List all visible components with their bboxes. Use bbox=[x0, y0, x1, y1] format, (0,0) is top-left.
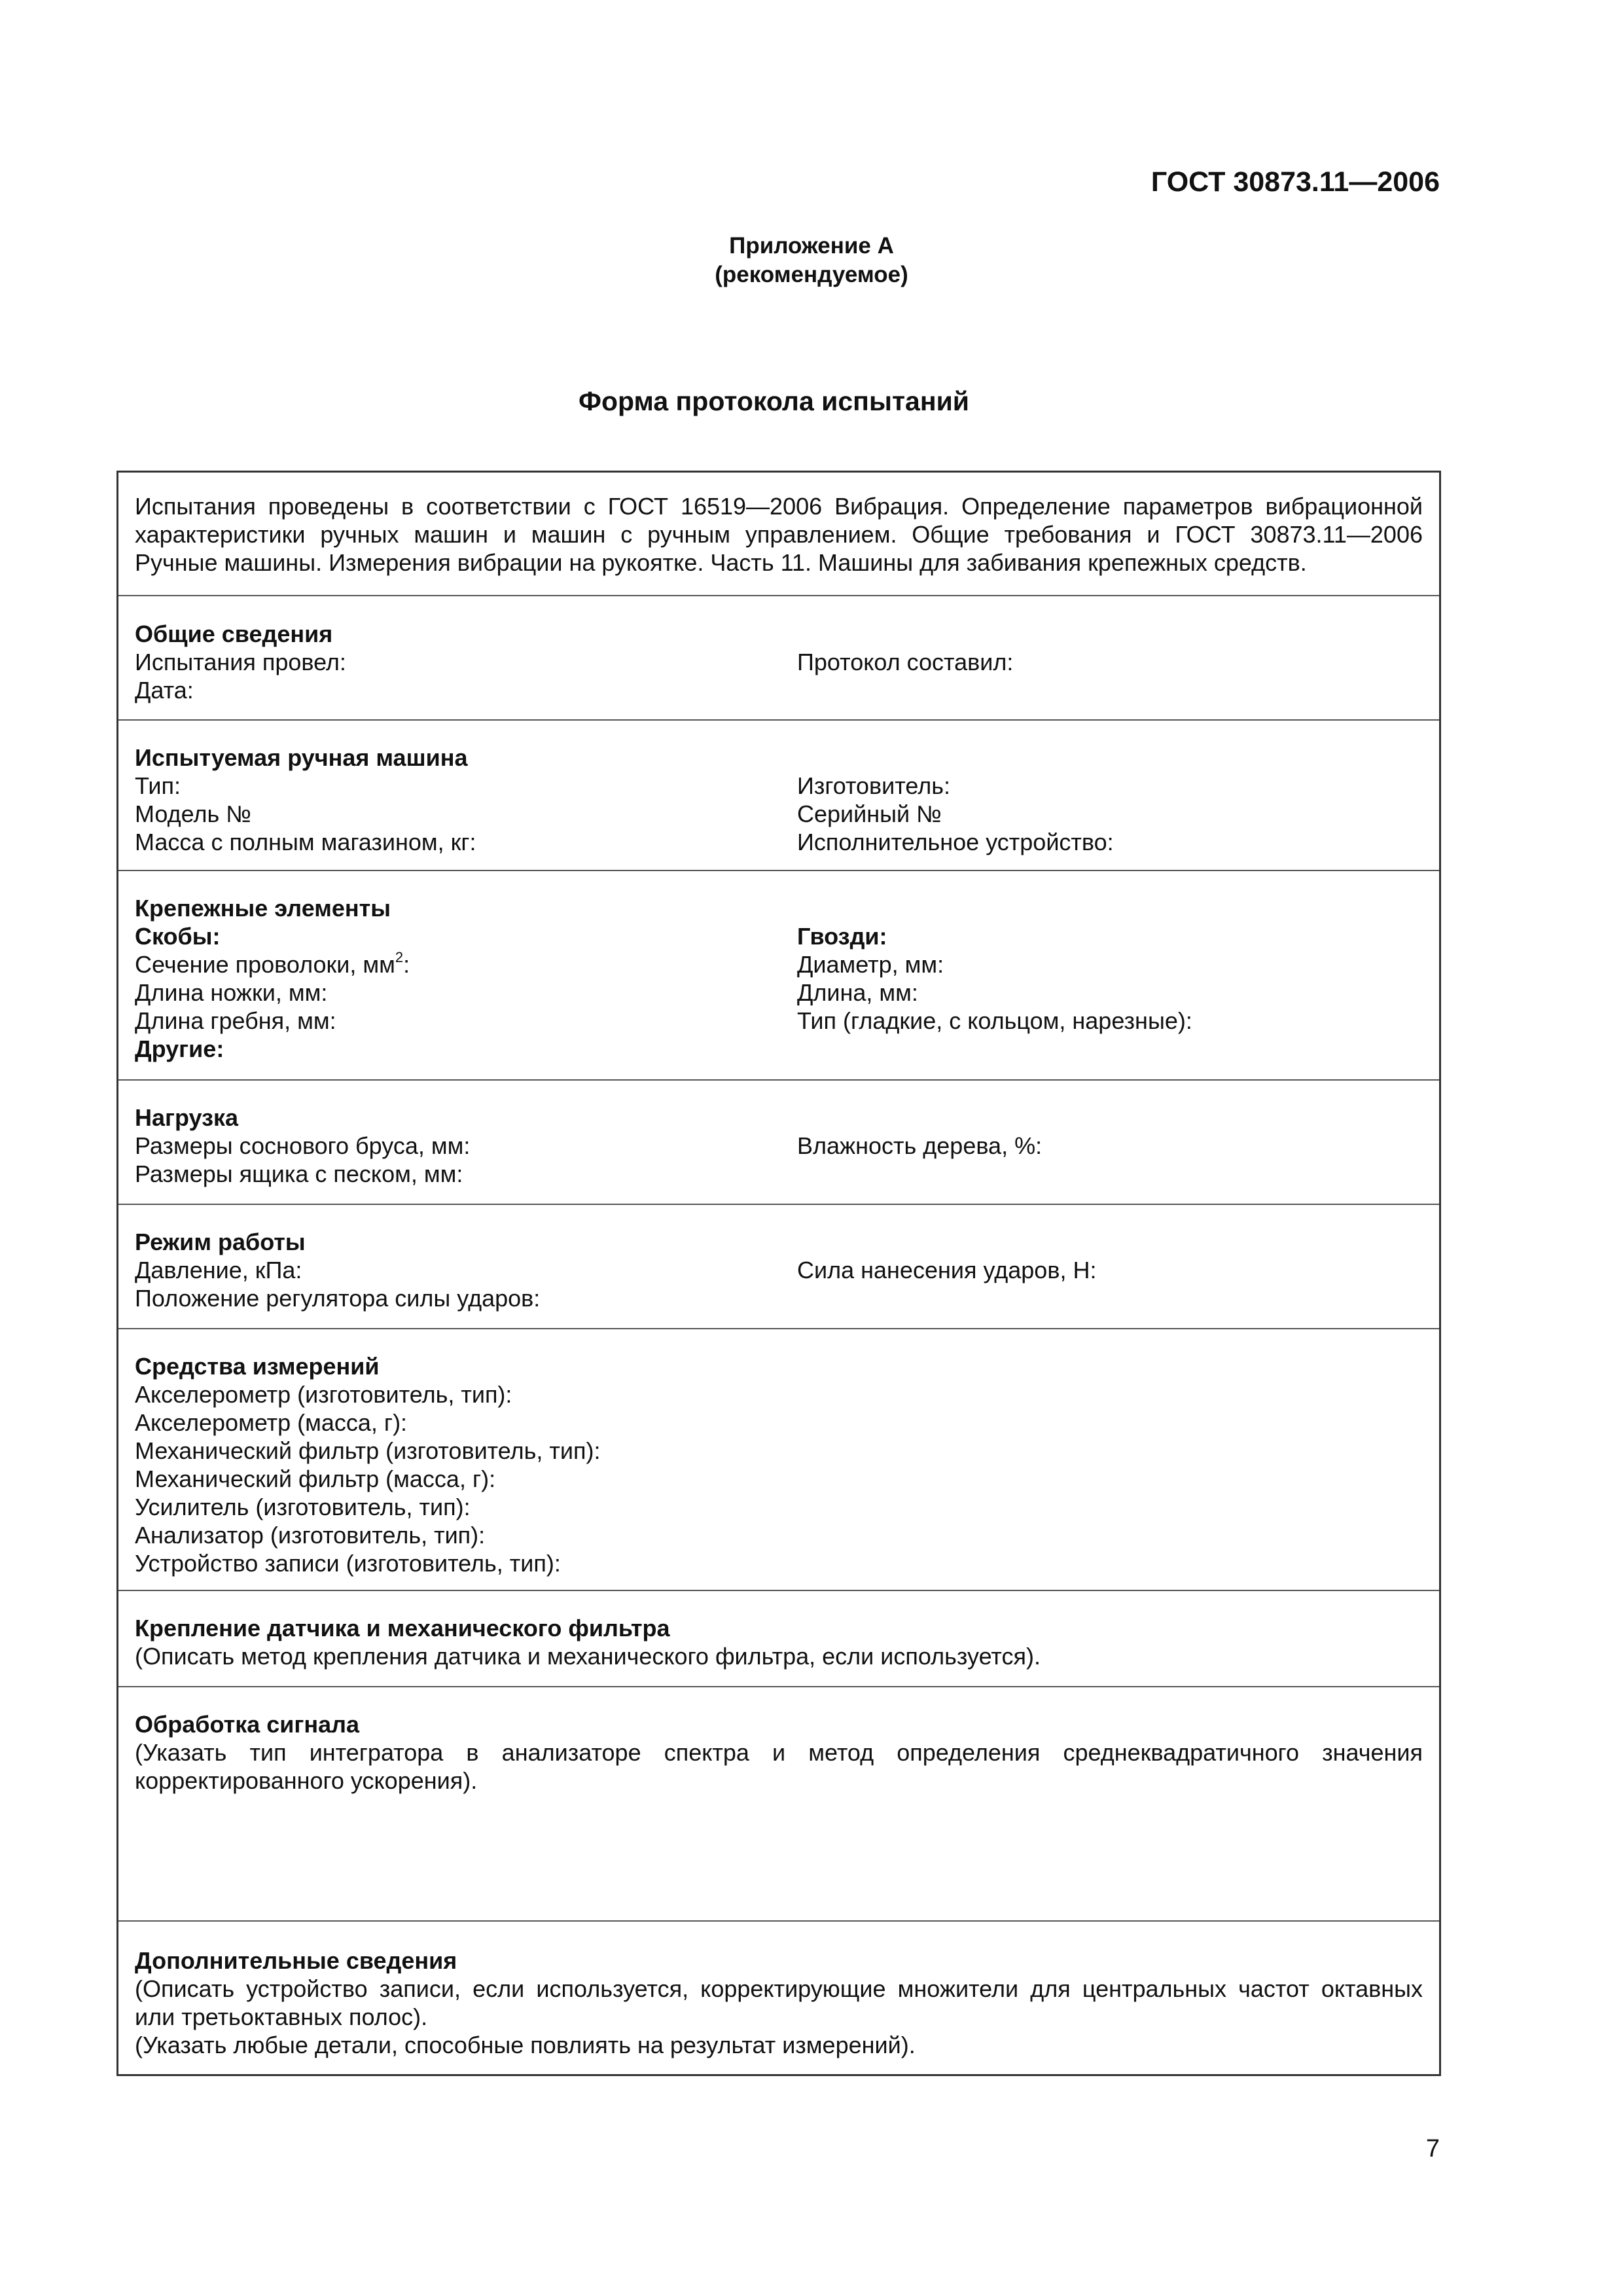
manufacturer-field: Изготовитель: bbox=[797, 772, 950, 799]
document-number: ГОСТ 30873.11—2006 bbox=[1150, 166, 1440, 198]
actuator-field: Исполнительное устройство: bbox=[797, 829, 1114, 855]
diameter-field: Диаметр, мм: bbox=[797, 951, 944, 978]
machine-heading: Испытуемая ручная машина bbox=[135, 744, 468, 771]
fasteners-section bbox=[118, 871, 1439, 1081]
regulator-field: Положение регулятора силы ударов: bbox=[135, 1285, 541, 1312]
instrument-item: Устройство записи (изготовитель, тип): bbox=[135, 1550, 561, 1577]
intro-section bbox=[118, 473, 1439, 596]
other-fasteners-heading: Другие: bbox=[135, 1035, 224, 1062]
additional-instruction bbox=[135, 1975, 1423, 2059]
wood-moisture-field: Влажность дерева, %: bbox=[797, 1132, 1043, 1159]
signal-instruction bbox=[135, 1738, 1423, 1795]
pine-beam-field: Размеры соснового бруса, мм: bbox=[135, 1132, 471, 1159]
instrument-item: Механический фильтр (масса, г): bbox=[135, 1465, 496, 1492]
general-section bbox=[118, 596, 1439, 721]
additional-heading: Дополнительные сведения bbox=[135, 1947, 457, 1974]
general-heading: Общие сведения bbox=[135, 620, 333, 647]
model-field: Модель № bbox=[135, 800, 251, 827]
test-report-form bbox=[116, 471, 1441, 2076]
leg-length-field: Длина ножки, мм: bbox=[135, 979, 328, 1006]
additional-line: (Описать устройство записи, если используется, корректирующие множители для центральных частот октавных bbox=[135, 1975, 1423, 2002]
instrument-item: Акселерометр (изготовитель, тип): bbox=[135, 1381, 512, 1408]
form-title: Форма протокола испытаний bbox=[578, 386, 970, 416]
intro-line: Испытания проведены в соответствии с ГОСТ 16519—2006 Вибрация. Определение параметров вибрационной bbox=[135, 493, 1423, 520]
instrument-item: Акселерометр (масса, г): bbox=[135, 1409, 408, 1436]
pressure-field: Давление, кПа: bbox=[135, 1257, 302, 1283]
signal-line: корректированного ускорения). bbox=[135, 1767, 478, 1794]
instrument-item: Анализатор (изготовитель, тип): bbox=[135, 1522, 486, 1549]
annex-heading bbox=[0, 232, 1623, 289]
signal-line: (Указать тип интегратора в анализаторе спектра и метод определения среднеквадратичного значения bbox=[135, 1739, 1423, 1766]
impact-force-field: Сила нанесения ударов, Н: bbox=[797, 1257, 1097, 1283]
machine-type-field: Тип: bbox=[135, 772, 181, 799]
instruments-section bbox=[118, 1329, 1439, 1591]
mounting-section bbox=[118, 1591, 1439, 1687]
nails-heading: Гвозди: bbox=[797, 923, 887, 950]
crown-length-field: Длина гребня, мм: bbox=[135, 1007, 336, 1034]
mounting-instruction: (Описать метод крепления датчика и механического фильтра, если используется). bbox=[135, 1643, 1041, 1670]
mode-heading: Режим работы bbox=[135, 1229, 306, 1255]
instrument-item: Усилитель (изготовитель, тип): bbox=[135, 1494, 471, 1520]
additional-section bbox=[118, 1922, 1439, 2074]
additional-line: или третьоктавных полос). bbox=[135, 2003, 428, 2030]
wire-section-field bbox=[135, 950, 410, 978]
sand-box-field: Размеры ящика с песком, мм: bbox=[135, 1160, 463, 1187]
load-heading: Нагрузка bbox=[135, 1104, 239, 1131]
tested-by-field: Испытания провел: bbox=[135, 649, 346, 675]
signal-heading: Обработка сигнала bbox=[135, 1711, 360, 1738]
date-field: Дата: bbox=[135, 677, 194, 704]
intro-line: Ручные машины. Измерения вибрации на рукоятке. Часть 11. Машины для забивания крепежных средств. bbox=[135, 549, 1307, 576]
wire-section-colon: : bbox=[403, 951, 410, 978]
annex-status: (рекомендуемое) bbox=[715, 262, 908, 287]
signal-section bbox=[118, 1687, 1439, 1922]
mass-field: Масса с полным магазином, кг: bbox=[135, 829, 476, 855]
wire-section-label: Сечение проволоки, мм bbox=[135, 951, 395, 978]
additional-line: (Указать любые детали, способные повлиять на результат измерений). bbox=[135, 2032, 916, 2058]
page-number: 7 bbox=[1425, 2135, 1440, 2162]
instruments-heading: Средства измерений bbox=[135, 1353, 380, 1380]
nail-type-field: Тип (гладкие, с кольцом, нарезные): bbox=[797, 1007, 1192, 1034]
nail-length-field: Длина, мм: bbox=[797, 979, 918, 1006]
annex-title: Приложение А bbox=[729, 233, 894, 259]
fasteners-heading: Крепежные элементы bbox=[135, 895, 391, 922]
intro-line: характеристики ручных машин и машин с ручным управлением. Общие требования и ГОСТ 30873.11—2006 bbox=[135, 521, 1423, 548]
mounting-heading: Крепление датчика и механического фильтра bbox=[135, 1615, 670, 1641]
staples-heading: Скобы: bbox=[135, 923, 221, 950]
report-by-field: Протокол составил: bbox=[797, 649, 1014, 675]
instrument-item: Механический фильтр (изготовитель, тип): bbox=[135, 1437, 601, 1464]
wire-section-superscript: 2 bbox=[395, 949, 404, 965]
serial-field: Серийный № bbox=[797, 800, 942, 827]
load-section bbox=[118, 1081, 1439, 1205]
intro-paragraph bbox=[135, 492, 1423, 577]
mode-section bbox=[118, 1205, 1439, 1329]
machine-section bbox=[118, 721, 1439, 871]
